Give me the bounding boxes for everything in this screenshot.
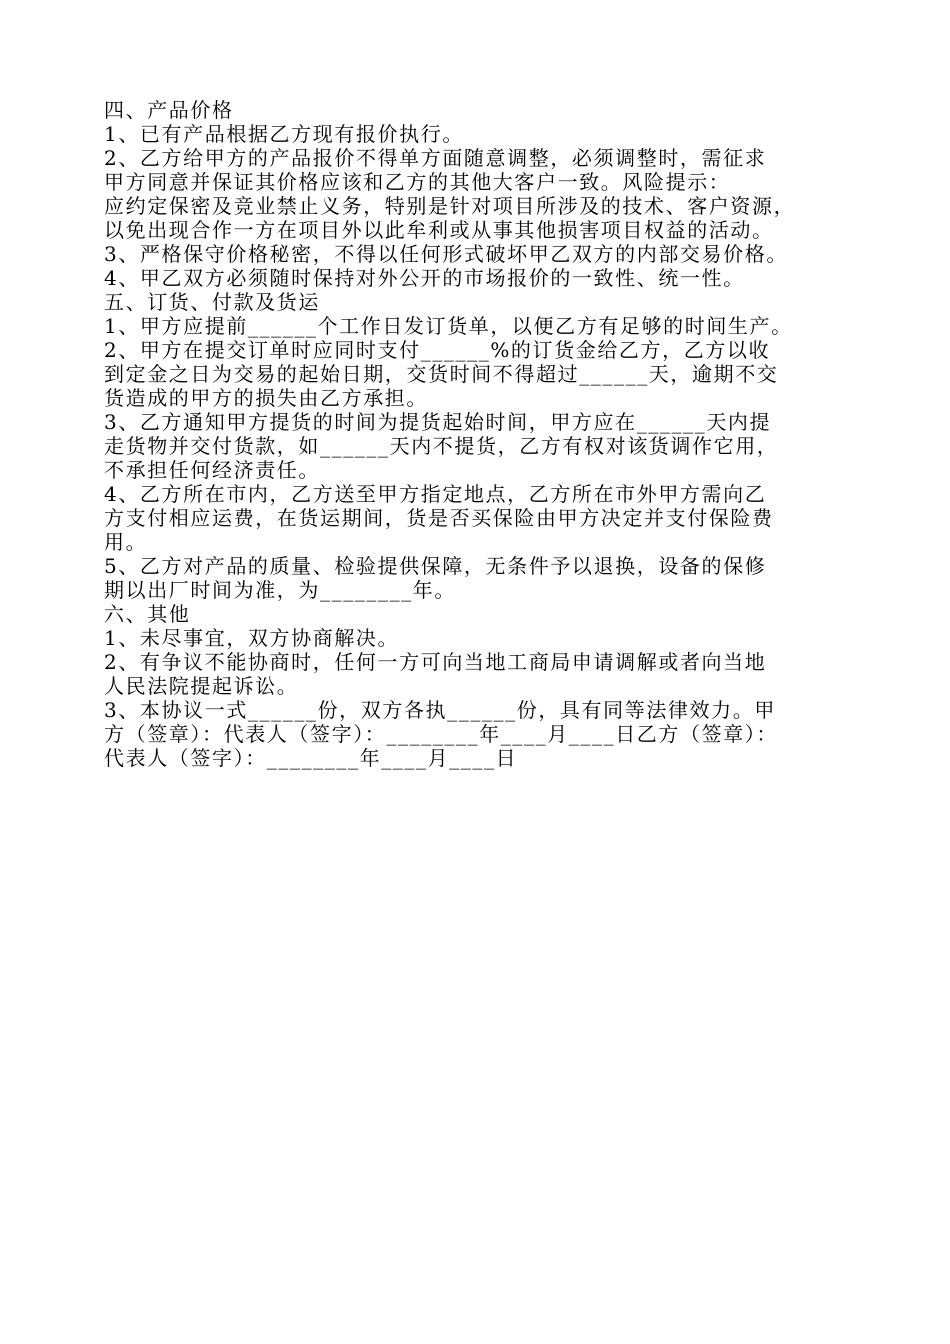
document-body	[104, 98, 864, 770]
text-line: 以免出现合作一方在项目外以此牟利或从事其他损害项目权益的活动。	[104, 218, 774, 242]
text-line: 甲方同意并保证其价格应该和乙方的其他大客户一致。风险提示：	[104, 170, 731, 194]
text-line: 3、乙方通知甲方提货的时间为提货起始时间，甲方应在______天内提	[104, 410, 772, 434]
text-line: 1、甲方应提前______个工作日发订货单，以便乙方有足够的时间生产。	[104, 314, 793, 338]
text-line: 2、有争议不能协商时，任何一方可向当地工商局申请调解或者向当地	[104, 650, 767, 674]
text-line: 2、甲方在提交订单时应同时支付______%的订货金给乙方，乙方以收	[104, 338, 771, 362]
text-line: 人民法院提起诉讼。	[104, 674, 299, 698]
text-line: 应约定保密及竞业禁止义务，特别是针对项目所涉及的技术、客户资源，	[104, 194, 796, 218]
text-line: 4、甲乙双方必须随时保持对外公开的市场报价的一致性、统一性。	[104, 266, 745, 290]
text-line: 不承担任何经济责任。	[104, 458, 320, 482]
text-line: 方支付相应运费，在货运期间，货是否买保险由甲方决定并支付保险费	[104, 506, 774, 530]
signature-line: 方（签章）：代表人（签字）：________年____月____日乙方（签章）：	[104, 722, 778, 746]
text-line: 走货物并交付货款，如______天内不提货，乙方有权对该货调作它用，	[104, 434, 779, 458]
text-line: 到定金之日为交易的起始日期，交货时间不得超过______天，逾期不交	[104, 362, 779, 386]
text-line: 3、本协议一式______份，双方各执______份，具有同等法律效力。甲	[104, 698, 776, 722]
signature-line: 代表人（签字）：________年____月____日	[104, 746, 518, 770]
text-line: 1、已有产品根据乙方现有报价执行。	[104, 122, 464, 146]
text-line: 1、未尽事宜，双方协商解决。	[104, 626, 400, 650]
text-line: 货造成的甲方的损失由乙方承担。	[104, 386, 428, 410]
text-line: 5、乙方对产品的质量、检验提供保障，无条件予以退换，设备的保修	[104, 554, 767, 578]
section-heading-price: 四、产品价格	[104, 98, 234, 122]
section-heading-other: 六、其他	[104, 602, 191, 626]
section-heading-ordering: 五、订货、付款及货运	[104, 290, 320, 314]
text-line: 期以出厂时间为准，为________年。	[104, 578, 456, 602]
text-line: 4、乙方所在市内，乙方送至甲方指定地点，乙方所在市外甲方需向乙	[104, 482, 767, 506]
text-line: 2、乙方给甲方的产品报价不得单方面随意调整，必须调整时，需征求	[104, 146, 767, 170]
text-line: 3、严格保守价格秘密，不得以任何形式破坏甲乙双方的内部交易价格。	[104, 242, 788, 266]
text-line: 用。	[104, 530, 148, 554]
